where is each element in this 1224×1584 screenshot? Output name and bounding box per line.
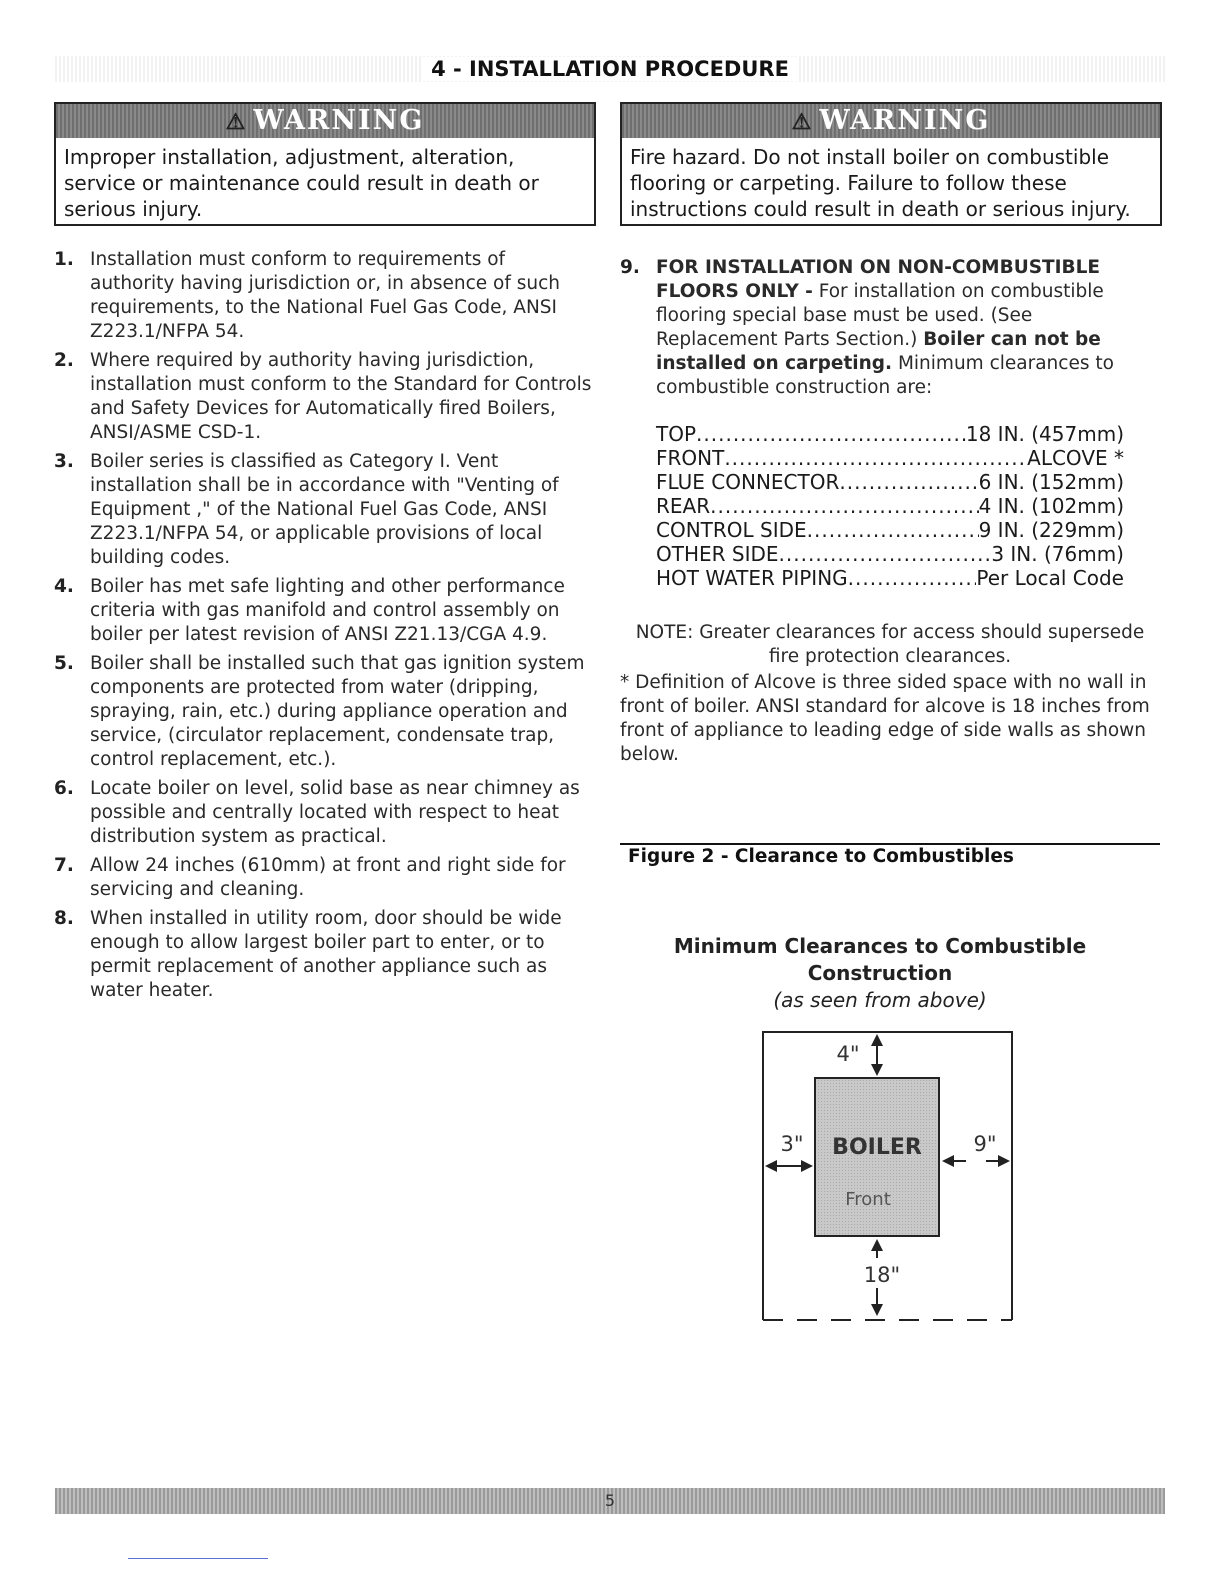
- step-item: 1. Installation must conform to requirements of authority having jurisdiction or, in absence of such requirements, to the National Fuel Gas Code, ANSI Z223.1/NFPA 54.: [54, 249, 560, 342]
- clearance-row-hot-water: HOT WATER PIPING ..... Per Local Code: [656, 566, 1124, 590]
- step-item: 2. Where required by authority having jurisdiction, installation must conform to the Standard for Controls and Safety Devices for Automatically fired Boilers, ANSI/ASME CSD-1.: [54, 350, 592, 443]
- front-clearance-label: 18": [863, 1263, 901, 1287]
- warning-header: ⚠ WARNING: [622, 104, 1160, 138]
- clearance-list: [656, 422, 1124, 590]
- top-clearance-label: 4": [836, 1042, 860, 1066]
- step-item: 8. When installed in utility room, door should be wide enough to allow largest boiler part to enter, or to permit replacement of another appliance such as water heater.: [54, 908, 562, 1001]
- page-number: 5: [604, 1491, 616, 1510]
- warning-box-installation: [54, 102, 596, 226]
- clearance-row-control-side: CONTROL SIDE ..... 9 IN. (229mm): [656, 518, 1124, 542]
- right-clearance-arrow: [942, 1155, 1010, 1167]
- left-clearance-label: 3": [780, 1132, 804, 1156]
- top-clearance-arrow: [871, 1034, 883, 1076]
- underline-artifact: [128, 1558, 268, 1559]
- item9-heading: FOR INSTALLATION ON NON-COMBUSTIBLE FLOORS ONLY -: [656, 257, 1101, 302]
- boiler-label: BOILER: [832, 1135, 922, 1160]
- warning-box-fire-hazard: [620, 102, 1162, 226]
- right-clearance-label: 9": [973, 1132, 997, 1156]
- footer-bar: [55, 1488, 1165, 1514]
- clearance-note: NOTE: Greater clearances for access should supersede fire protection clearances.: [635, 622, 1145, 667]
- clearance-row-front: FRONT ..... ALCOVE *: [656, 446, 1124, 470]
- warning-header: ⚠ WARNING: [56, 104, 594, 138]
- step-item-9: 9. FOR INSTALLATION ON NON-COMBUSTIBLE FLOORS ONLY - For installation on combustible flooring special base must be used. (See Replacement Parts Section.) Boiler can not be installed on carpeting. Minimum clearances to combustible construction are:: [620, 257, 1114, 398]
- warning-triangle-icon: ⚠: [225, 109, 248, 135]
- clearance-diagram: [740, 1020, 1040, 1330]
- step-item: 6. Locate boiler on level, solid base as near chimney as possible and centrally located with respect to heat distribution system as practical.: [54, 778, 580, 847]
- installation-steps: [54, 248, 594, 1008]
- warning-text: Fire hazard. Do not install boiler on combustible flooring or carpeting. Failure to follow these instructions could result in death or serious injury.: [630, 145, 1131, 221]
- clearance-row-top: TOP ..... 18 IN. (457mm): [656, 422, 1124, 446]
- clearance-row-flue: FLUE CONNECTOR ..... 6 IN. (152mm): [656, 470, 1124, 494]
- step-item: 7. Allow 24 inches (610mm) at front and right side for servicing and cleaning.: [54, 855, 566, 900]
- alcove-definition: * Definition of Alcove is three sided space with no wall in front of boiler. ANSI standard for alcove is 18 inches from front of appliance to leading edge of side walls as shown below.: [620, 672, 1150, 765]
- step-item: 3. Boiler series is classified as Category I. Vent installation shall be in accordance with "Venting of Equipment ," of the National Fuel Gas Code, ANSI Z223.1/NFPA 54, or applicable provisions of local building codes.: [54, 451, 559, 568]
- step-item: 4. Boiler has met safe lighting and other performance criteria with gas manifold and control assembly on boiler per latest revision of ANSI Z21.13/CGA 4.9.: [54, 576, 565, 645]
- diagram-title: Minimum Clearances to Combustible Construction (as seen from above): [673, 934, 1087, 1012]
- figure-caption: Figure 2 - Clearance to Combustibles: [628, 846, 1014, 867]
- section-title: 4 - INSTALLATION PROCEDURE: [423, 57, 797, 81]
- clearance-row-rear: REAR ..... 4 IN. (102mm): [656, 494, 1124, 518]
- item9-carpet-warning: Boiler can not be installed on carpeting.: [656, 329, 1101, 374]
- left-clearance-arrow: [765, 1160, 813, 1172]
- warning-text: Improper installation, adjustment, alteration, service or maintenance could result in death or serious injury.: [64, 145, 539, 221]
- section-header: [55, 56, 1165, 82]
- figure-divider: [620, 843, 1160, 845]
- step-item: 5. Boiler shall be installed such that gas ignition system components are protected from water (dripping, spraying, rain, etc.) during appliance operation and service, (circulator replacement, condensate trap, control replacement, etc.).: [54, 653, 585, 770]
- warning-triangle-icon: ⚠: [791, 109, 814, 135]
- clearance-row-other-side: OTHER SIDE ..... 3 IN. (76mm): [656, 542, 1124, 566]
- front-label: Front: [845, 1189, 891, 1210]
